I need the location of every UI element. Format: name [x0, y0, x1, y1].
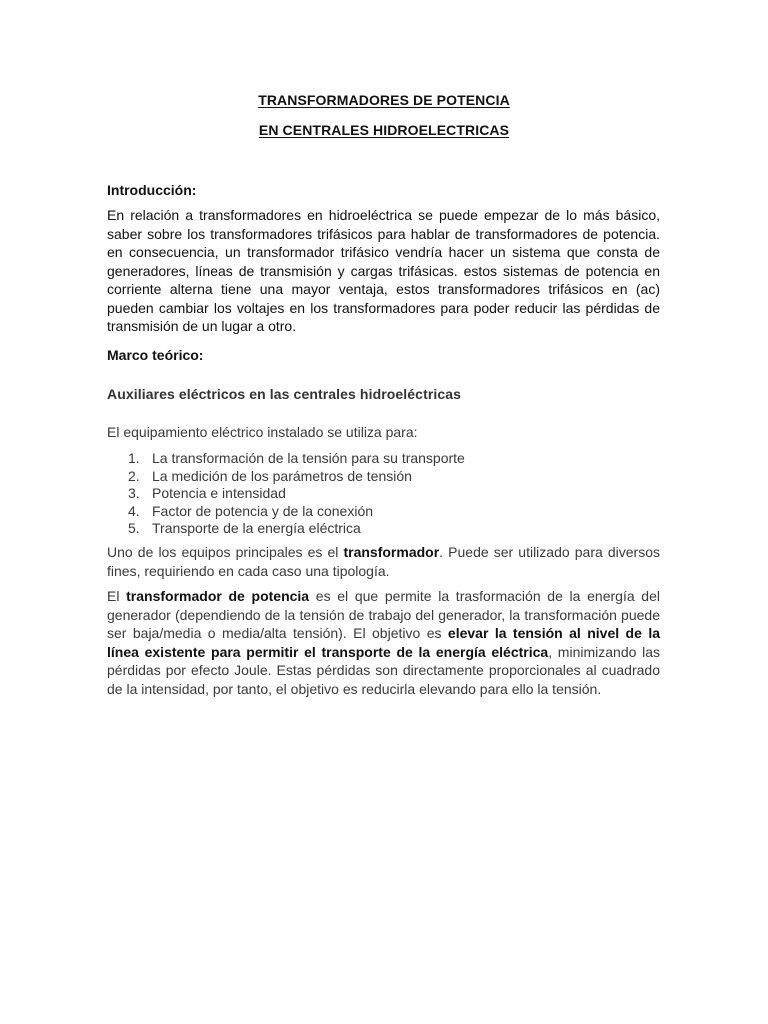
intro-paragraph: En relación a transformadores en hidroeléctrica se puede empezar de lo más básico, saber sobre los transformadores trifásicos para hablar de transformadores de potencia. en consecuencia, un transformador trifásico vendría hacer un sistema que consta de generadores, líneas de transmisión y cargas trifásicas. estos sistemas de potencia en corriente alterna tiene una mayor ventaja, estos transformadores trifásicos en (ac) pueden cambiar los voltajes en los transformadores para poder reducir las pérdidas de transmisión de un lugar a otro. [107, 207, 660, 334]
potencia-bold-objective: elevar la tensión al nivel de la línea existente para permitir el transporte de la energía eléctrica [107, 625, 660, 660]
transformador-text-end: . Puede ser utilizado para diversos fines, requiriendo en cada caso una tipología. [107, 544, 660, 579]
list-item [107, 468, 660, 486]
list-item [107, 520, 660, 538]
document-title-line-1: TRANSFORMADORES DE POTENCIA [258, 92, 510, 108]
list-item-number: 4. [128, 502, 140, 519]
uses-list [107, 450, 660, 538]
marco-teorico-heading: Marco teórico: [107, 347, 204, 363]
potencia-text-lead: El [107, 588, 127, 604]
list-item-text: Factor de potencia y de la conexión [152, 502, 374, 519]
transformador-text-start: Uno de los equipos principales es el [107, 544, 344, 560]
transformador-potencia-paragraph [107, 587, 660, 698]
list-item-text: Transporte de la energía eléctrica [152, 520, 361, 536]
intro-heading: Introducción: [107, 182, 197, 198]
transformador-paragraph [107, 543, 660, 580]
list-item [107, 503, 660, 521]
equipamiento-lead: El equipamiento eléctrico instalado se utiliza para: [107, 424, 418, 440]
list-item-number: 2. [128, 467, 140, 484]
list-item [107, 450, 660, 468]
list-item-number: 5. [128, 520, 140, 536]
transformador-bold-term: transformador [343, 544, 440, 560]
list-item [107, 485, 660, 503]
potencia-text-middle: es el que permite la trasformación de la energía del generador (dependiendo de la tensión de trabajo del generador, la transformación puede ser baja/media o media/alta tensión). El objetivo es [107, 588, 660, 641]
list-item-text: La transformación de la tensión para su transporte [152, 450, 465, 466]
list-item-number: 1. [128, 450, 140, 466]
auxiliares-heading: Auxiliares eléctricos en las centrales hidroeléctricas [107, 386, 462, 402]
list-item-text: Potencia e intensidad [152, 485, 286, 501]
list-item-text: La medición de los parámetros de tensión [152, 467, 412, 484]
potencia-bold-term: transformador de potencia [126, 588, 310, 604]
potencia-text-end: , minimizando las pérdidas por efecto Joule. Estas pérdidas son directamente proporcionales al cuadrado de la intensidad, por tanto, el objetivo es reducirla elevando para ello la tensión. [107, 643, 660, 697]
list-item-number: 3. [128, 485, 140, 501]
document-title-line-2: EN CENTRALES HIDROELECTRICAS [258, 122, 510, 138]
